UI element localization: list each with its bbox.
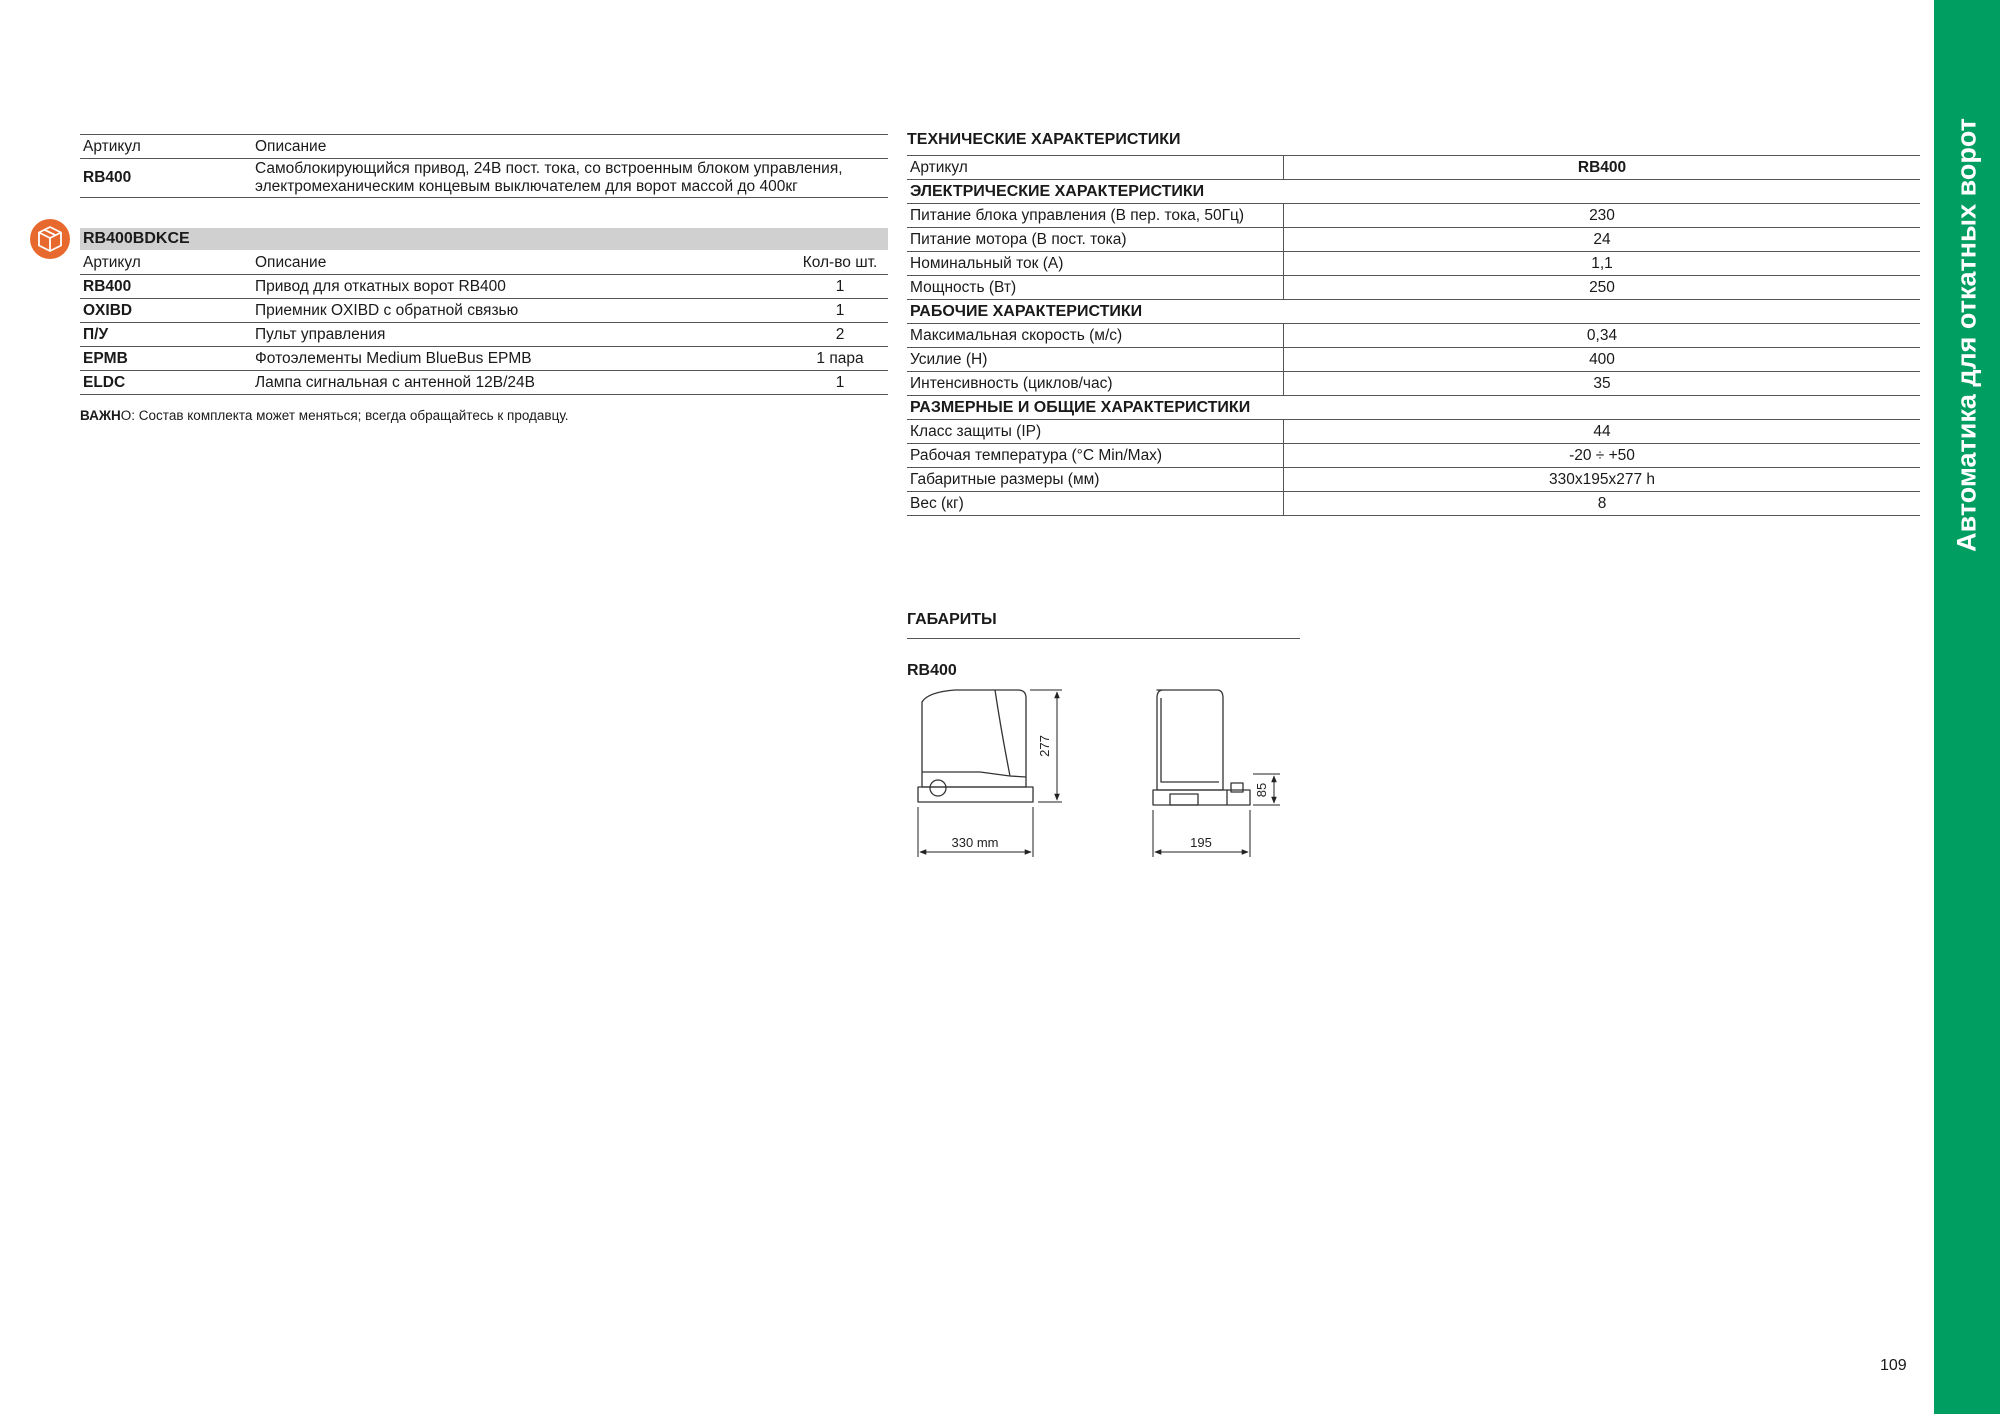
spec-label: Класс защиты (IP) (907, 420, 1284, 444)
article-description (252, 159, 888, 198)
table-header-row (907, 156, 1920, 180)
kit-code: OXIBD (80, 299, 252, 323)
spec-value: 250 (1284, 276, 1921, 300)
spec-value: 400 (1284, 348, 1921, 372)
spec-value: 35 (1284, 372, 1921, 396)
spec-row (907, 324, 1920, 348)
side-banner (1934, 0, 2000, 1414)
spec-row (907, 492, 1920, 516)
important-note (80, 408, 568, 423)
kit-qty: 1 пара (792, 347, 888, 371)
kit-description: Лампа сигнальная с антенной 12В/24В (252, 371, 792, 395)
spec-row (907, 372, 1920, 396)
column-header-description: Описание (252, 135, 888, 159)
table-row (80, 323, 888, 347)
kit-qty: 1 (792, 371, 888, 395)
table-header-row (80, 135, 888, 159)
spec-label: Усилие (Н) (907, 348, 1284, 372)
spec-label: Максимальная скорость (м/с) (907, 324, 1284, 348)
note-text: О: Состав комплекта может меняться; всегда обращайтесь к продавцу. (120, 408, 569, 423)
spec-label: Габаритные размеры (мм) (907, 468, 1284, 492)
table-row (80, 159, 888, 198)
dimension-base-height-label: 85 (1254, 782, 1269, 798)
dimension-length-label: 330 mm (951, 835, 999, 850)
dimensions-divider (907, 638, 1300, 639)
spec-section-row (907, 300, 1920, 324)
column-header-qty: Кол-во шт. (792, 251, 888, 275)
kit-qty: 1 (792, 299, 888, 323)
spec-label: Мощность (Вт) (907, 276, 1284, 300)
article-table (80, 134, 888, 198)
kit-title: RB400BDKCE (80, 228, 888, 250)
kit-description: Пульт управления (252, 323, 792, 347)
spec-label: Рабочая температура (°C Min/Max) (907, 444, 1284, 468)
spec-section-row (907, 396, 1920, 420)
spec-value: 24 (1284, 228, 1921, 252)
table-row (80, 347, 888, 371)
spec-label: Вес (кг) (907, 492, 1284, 516)
kit-description: Привод для откатных ворот RB400 (252, 275, 792, 299)
column-header-description: Описание (252, 251, 792, 275)
article-description-line: электромеханическим концевым выключателем для ворот массой до 400кг (255, 178, 798, 195)
spec-section-title: РАЗМЕРНЫЕ И ОБЩИЕ ХАРАКТЕРИСТИКИ (907, 396, 1920, 420)
table-row (80, 275, 888, 299)
article-code: RB400 (80, 159, 252, 198)
spec-value: 1,1 (1284, 252, 1921, 276)
dimension-drawing (900, 682, 1300, 862)
spec-section-title: РАБОЧИЕ ХАРАКТЕРИСТИКИ (907, 300, 1920, 324)
side-banner-text: Автоматика для откатных ворот (1951, 118, 1982, 552)
spec-label: Номинальный ток (А) (907, 252, 1284, 276)
article-description-line: Самоблокирующийся привод, 24В пост. тока, со встроенным блоком управления, (255, 160, 843, 177)
spec-label: Питание мотора (В пост. тока) (907, 228, 1284, 252)
kit-code: ELDC (80, 371, 252, 395)
column-header-code: Артикул (80, 135, 252, 159)
spec-row (907, 276, 1920, 300)
page-number: 109 (1880, 1357, 1907, 1374)
kit-description: Фотоэлементы Medium BlueBus EPMB (252, 347, 792, 371)
spec-row (907, 444, 1920, 468)
dimensions-model: RB400 (907, 662, 957, 679)
spec-row (907, 420, 1920, 444)
spec-value: 44 (1284, 420, 1921, 444)
spec-row (907, 228, 1920, 252)
spec-row (907, 468, 1920, 492)
column-header-code: Артикул (80, 251, 252, 275)
package-icon (30, 219, 70, 259)
kit-code: RB400 (80, 275, 252, 299)
kit-code: EPMB (80, 347, 252, 371)
spec-value: 8 (1284, 492, 1921, 516)
table-row (80, 299, 888, 323)
spec-heading: ТЕХНИЧЕСКИЕ ХАРАКТЕРИСТИКИ (907, 131, 1181, 148)
kit-qty: 2 (792, 323, 888, 347)
kit-description: Приемник OXIBD с обратной связью (252, 299, 792, 323)
side-view-drawing (918, 690, 1033, 802)
table-row (80, 371, 888, 395)
spec-value: 0,34 (1284, 324, 1921, 348)
spec-value: -20 ÷ +50 (1284, 444, 1921, 468)
spec-header-label: Артикул (907, 156, 1284, 180)
spec-value: 330x195x277 h (1284, 468, 1921, 492)
spec-section-title: ЭЛЕКТРИЧЕСКИЕ ХАРАКТЕРИСТИКИ (907, 180, 1920, 204)
spec-row (907, 204, 1920, 228)
spec-header-value: RB400 (1284, 156, 1921, 180)
spec-label: Интенсивность (циклов/час) (907, 372, 1284, 396)
table-header-row (80, 251, 888, 275)
dimension-width-label: 195 (1190, 835, 1212, 850)
spec-row (907, 252, 1920, 276)
dimension-height-label: 277 (1037, 735, 1052, 757)
kit-qty: 1 (792, 275, 888, 299)
spec-value: 230 (1284, 204, 1921, 228)
kit-table (80, 251, 888, 395)
dimensions-heading: ГАБАРИТЫ (907, 611, 997, 628)
kit-code: П/У (80, 323, 252, 347)
spec-section-row (907, 180, 1920, 204)
spec-label: Питание блока управления (В пер. тока, 50Гц) (907, 204, 1284, 228)
spec-row (907, 348, 1920, 372)
note-bold: ВАЖН (80, 408, 121, 423)
front-view-drawing (1153, 690, 1250, 805)
spec-table (907, 155, 1920, 516)
